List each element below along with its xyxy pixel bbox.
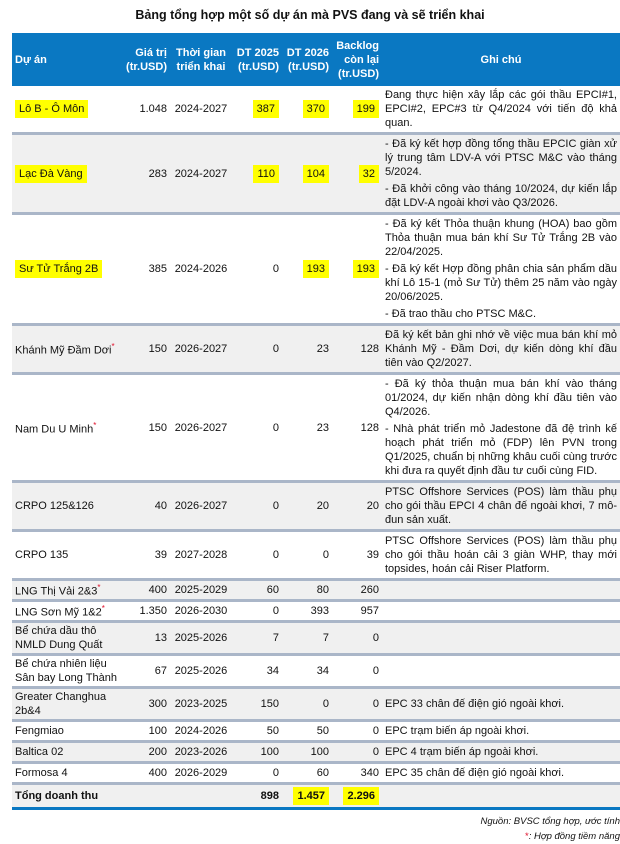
cell-dt2025 [232,86,282,134]
total-backlog [332,784,382,809]
table-row [12,601,620,622]
cell-dt2025-text: 50 [266,725,279,737]
cell-time [170,214,232,325]
cell-dt2025 [232,655,282,688]
cell-dt2025-text: 7 [272,632,279,644]
header-time: Thời gian triển khai [170,33,232,86]
cell-project-text: Baltica 02 [15,746,64,758]
total-row [12,784,620,809]
cell-value [122,134,170,214]
cell-note [382,688,620,721]
cell-dt2026 [282,134,332,214]
cell-value [122,325,170,374]
cell-backlog [332,580,382,601]
cell-time [170,325,232,374]
cell-dt2025 [232,374,282,482]
cell-dt2026 [282,622,332,655]
cell-dt2026-text: 393 [310,605,329,617]
cell-dt2025 [232,580,282,601]
cell-dt2026 [282,742,332,763]
header-project: Dự án [12,33,122,86]
cell-dt2025-text: 0 [272,421,279,434]
cell-value-text: 13 [154,632,167,644]
cell-note [382,374,620,482]
cell-time-text: 2023-2025 [174,698,228,710]
cell-time-text: 2024-2026 [174,725,228,737]
cell-value-text: 1.048 [139,103,167,115]
cell-project-text: CRPO 125&126 [15,500,94,512]
cell-value [122,655,170,688]
cell-note [382,531,620,580]
cell-time-text: 2026-2030 [174,605,228,617]
cell-project [12,214,122,325]
cell-dt2026 [282,86,332,134]
cell-value [122,601,170,622]
cell-backlog-text: 128 [360,343,379,355]
cell-dt2025-text: 0 [272,500,279,512]
cell-dt2026 [282,580,332,601]
total-dt2025 [232,784,282,809]
potential-contract-marker: * [101,604,105,614]
cell-dt2026-text: 80 [316,584,329,596]
table-row [12,688,620,721]
cell-dt2025-text: 34 [266,665,279,677]
cell-backlog-text: 0 [372,746,379,758]
cell-value-text: 400 [148,767,167,779]
note-paragraph: - Đã ký kết Hợp đồng phân chia sản phẩm dầu khí Lô 15-1 (mỏ Sư Tử) thêm 25 năm vào ngày 20/06/2025. [385,263,617,303]
cell-dt2025 [232,742,282,763]
cell-dt2025 [232,325,282,374]
cell-value-text: 1.350 [139,605,167,617]
cell-backlog-text: 0 [372,632,379,644]
cell-backlog-text: 0 [372,665,379,677]
cell-dt2026-text: 7 [322,632,329,644]
cell-dt2025-text: 110 [253,165,279,183]
cell-time [170,482,232,531]
header-note: Ghi chú [382,33,620,86]
table-row [12,134,620,214]
cell-project [12,325,122,374]
cell-value-text: 39 [154,549,167,561]
cell-project-text: Nam Du U Minh [15,423,94,436]
cell-time-text: 2025-2029 [174,584,228,596]
cell-time [170,134,232,214]
total-label [12,784,122,809]
table-row [12,482,620,531]
cell-time [170,580,232,601]
cell-dt2026-text: 23 [316,421,329,434]
cell-project [12,622,122,655]
cell-project-text: Khánh Mỹ Đầm Dơi [15,344,112,357]
cell-project-text: LNG Thị Vải 2&3 [15,585,98,598]
total-label-text: Tổng doanh thu [15,790,99,802]
cell-backlog [332,134,382,214]
table-row [12,763,620,784]
cell-time [170,531,232,580]
cell-project-text: Lạc Đà Vàng [15,165,87,183]
cell-backlog-text: 340 [360,767,379,779]
cell-backlog [332,721,382,742]
cell-backlog [332,325,382,374]
cell-time-text: 2026-2029 [174,767,228,779]
cell-time [170,374,232,482]
cell-dt2026 [282,763,332,784]
total-dt2025-text: 898 [260,790,279,802]
cell-backlog [332,374,382,482]
cell-value-text: 300 [148,698,167,710]
table-row [12,655,620,688]
cell-project-text: Sư Tử Trắng 2B [15,260,102,278]
cell-dt2026-text: 34 [316,665,329,677]
cell-value [122,580,170,601]
header-dt2025: DT 2025 (tr.USD) [232,33,282,86]
cell-time-text: 2027-2028 [174,549,228,561]
cell-dt2026-text: 50 [316,725,329,737]
cell-dt2025 [232,134,282,214]
cell-backlog [332,688,382,721]
cell-project-text: Fengmiao [15,725,64,737]
cell-value-text: 200 [148,746,167,758]
cell-note [382,721,620,742]
note-paragraph: - Đã ký kết Thỏa thuận khung (HOA) bao gồm Thỏa thuận mua bán khí Sư Tử Trắng 2B vào 22/04/2025. [385,218,617,258]
cell-dt2025-text: 387 [253,100,279,118]
table-row [12,214,620,325]
cell-value [122,374,170,482]
cell-dt2026-text: 20 [316,500,329,512]
cell-time [170,688,232,721]
cell-value [122,214,170,325]
cell-project-text: CRPO 135 [15,549,69,561]
cell-time [170,742,232,763]
note-paragraph: Đã ký kết bản ghi nhớ về việc mua bán khí mỏ Khánh Mỹ - Đầm Dơi, dự kiến dòng khí đầu tiên vào Q2/2027. [385,329,617,369]
cell-note [382,742,620,763]
cell-note [382,580,620,601]
table-row [12,374,620,482]
total-time [170,784,232,809]
cell-backlog [332,763,382,784]
source-note: Nguồn: BVSC tổng hợp, ước tính [480,816,620,827]
cell-value [122,763,170,784]
cell-backlog-text: 0 [372,725,379,737]
cell-backlog-text: 39 [366,549,379,561]
note-paragraph: - Đã ký kết hợp đồng tổng thầu EPCIC giàn xử lý trung tâm LDV-A với PTSC M&C vào tháng 5/2024. [385,138,617,178]
cell-dt2026-text: 104 [303,165,329,183]
cell-backlog [332,531,382,580]
cell-project-text: Lô B - Ô Môn [15,100,88,118]
cell-value [122,721,170,742]
cell-value-text: 67 [154,665,167,677]
cell-time [170,601,232,622]
cell-project [12,763,122,784]
table-row [12,325,620,374]
cell-note [382,134,620,214]
cell-backlog-text: 128 [360,421,379,434]
cell-value [122,86,170,134]
cell-project [12,86,122,134]
cell-value-text: 150 [148,421,167,434]
cell-time [170,655,232,688]
note-paragraph: - Đã trao thầu cho PTSC M&C. [385,308,536,320]
cell-value-text: 100 [148,725,167,737]
cell-backlog-text: 193 [353,260,379,278]
cell-project [12,134,122,214]
cell-project-text: Formosa 4 [15,767,68,779]
cell-value-text: 385 [148,263,167,275]
cell-value-text: 283 [148,167,167,180]
cell-dt2025 [232,622,282,655]
projects-table [12,33,620,810]
cell-value-text: 40 [154,500,167,512]
cell-dt2025 [232,721,282,742]
cell-backlog [332,622,382,655]
cell-project-text: Greater Changhua 2b&4 [15,691,107,717]
cell-backlog [332,482,382,531]
cell-backlog-text: 0 [372,698,379,710]
cell-dt2026-text: 60 [316,767,329,779]
cell-dt2026 [282,374,332,482]
cell-note [382,601,620,622]
cell-note [382,763,620,784]
cell-value [122,531,170,580]
star-symbol: * [524,831,529,842]
note-paragraph: EPC trạm biến áp ngoài khơi. [385,725,530,737]
cell-project [12,655,122,688]
cell-dt2025-text: 150 [260,698,279,710]
note-paragraph: - Đã ký thỏa thuận mua bán khí vào tháng 01/2024, dự kiến nhận dòng khí đầu tiên vào Q4/2026. [385,378,617,418]
cell-dt2025-text: 0 [272,343,279,355]
cell-dt2026 [282,655,332,688]
cell-note [382,325,620,374]
cell-value-text: 150 [148,343,167,355]
cell-time [170,763,232,784]
cell-dt2026 [282,482,332,531]
cell-note [382,622,620,655]
cell-note [382,86,620,134]
cell-project-text: Bể chứa nhiên liệu Sân bay Long Thành [15,658,117,684]
cell-backlog [332,742,382,763]
cell-dt2026 [282,325,332,374]
cell-project [12,601,122,622]
cell-dt2025 [232,531,282,580]
cell-time-text: 2026-2027 [174,500,228,512]
note-paragraph: PTSC Offshore Services (POS) làm thầu phụ cho gói thầu hoán cải 3 giàn WHP, thay mới topsides, hoán cải Riser Platform. [385,535,617,575]
cell-backlog [332,86,382,134]
header-value: Giá trị (tr.USD) [122,33,170,86]
total-value [122,784,170,809]
table-row [12,622,620,655]
cell-project [12,374,122,482]
cell-dt2026 [282,601,332,622]
cell-value [122,622,170,655]
header-backlog: Backlog còn lại (tr.USD) [332,33,382,86]
cell-backlog [332,214,382,325]
note-paragraph: - Nhà phát triển mỏ Jadestone đã đệ trình kế hoạch phát triển mỏ (FDP) lên PVN trong Q1/2025, chuẩn bị những khâu cuối cùng trước khi đưa ra quyết định đầu tư cuối cùng FID. [385,423,617,477]
cell-dt2025 [232,482,282,531]
cell-dt2026-text: 370 [303,100,329,118]
cell-value [122,688,170,721]
note-paragraph: EPC 35 chân đế điện gió ngoài khơi. [385,767,565,779]
note-paragraph: - Đã khởi công vào tháng 10/2024, dự kiến lắp đặt LDV-A ngoài khơi vào Q3/2026. [385,183,617,209]
table-title: Bảng tổng hợp một số dự án mà PVS đang và sẽ triển khai [135,8,485,22]
cell-dt2025 [232,601,282,622]
table-row [12,721,620,742]
total-dt2026 [282,784,332,809]
cell-dt2025 [232,688,282,721]
cell-project-text: LNG Sơn Mỹ 1&2 [15,606,102,619]
cell-time-text: 2025-2026 [174,665,228,677]
cell-backlog [332,601,382,622]
total-backlog-text: 2.296 [343,787,379,805]
cell-dt2026 [282,214,332,325]
cell-dt2026-text: 0 [322,549,329,561]
potential-contract-marker: * [93,420,97,430]
cell-time [170,622,232,655]
cell-time-text: 2024-2027 [174,103,228,115]
cell-project [12,721,122,742]
total-note [382,784,620,809]
cell-dt2025-text: 0 [272,605,279,617]
header-row [12,33,620,86]
cell-backlog-text: 20 [366,500,379,512]
cell-dt2026 [282,531,332,580]
note-paragraph: EPC 33 chân đế điện gió ngoài khơi. [385,698,565,710]
cell-dt2026 [282,721,332,742]
cell-project [12,688,122,721]
cell-dt2025-text: 0 [272,767,279,779]
cell-note [382,655,620,688]
cell-time [170,86,232,134]
potential-note: *: Hợp đồng tiềm năng [524,831,620,842]
cell-time-text: 2024-2027 [174,167,228,180]
cell-backlog-text: 260 [360,584,379,596]
cell-value [122,742,170,763]
cell-note [382,482,620,531]
cell-dt2025-text: 0 [272,549,279,561]
cell-project [12,531,122,580]
table-footer [12,810,620,844]
potential-contract-marker: * [111,342,115,352]
table-row [12,531,620,580]
cell-project-text: Bể chứa dầu thô NMLD Dung Quất [15,625,103,651]
cell-time [170,721,232,742]
cell-time-text: 2026-2027 [174,343,228,355]
cell-time-text: 2026-2027 [174,421,228,434]
cell-note [382,214,620,325]
cell-value [122,482,170,531]
cell-dt2026 [282,688,332,721]
cell-dt2025 [232,214,282,325]
cell-dt2025-text: 100 [260,746,279,758]
table-row [12,580,620,601]
header-dt2026: DT 2026 (tr.USD) [282,33,332,86]
cell-project [12,742,122,763]
total-dt2026-text: 1.457 [293,787,329,805]
cell-dt2026-text: 100 [310,746,329,758]
cell-backlog-text: 32 [359,165,379,183]
table-row [12,86,620,134]
note-paragraph: Đang thực hiện xây lắp các gói thầu EPCI#1, EPCI#2, EPC#3 từ Q4/2024 với tiến độ khả quan. [385,89,617,129]
potential-contract-marker: * [97,583,101,593]
cell-dt2025-text: 0 [272,263,279,275]
cell-backlog [332,655,382,688]
cell-project [12,580,122,601]
cell-time-text: 2023-2026 [174,746,228,758]
cell-dt2026-text: 0 [322,698,329,710]
note-paragraph: EPC 4 trạm biến áp ngoài khơi. [385,746,539,758]
cell-dt2025-text: 60 [266,584,279,596]
cell-dt2025 [232,763,282,784]
table-row [12,742,620,763]
cell-dt2026-text: 23 [316,343,329,355]
cell-backlog-text: 199 [353,100,379,118]
cell-time-text: 2025-2026 [174,632,228,644]
cell-backlog-text: 957 [360,605,379,617]
cell-value-text: 400 [148,584,167,596]
cell-time-text: 2024-2026 [174,263,228,275]
note-paragraph: PTSC Offshore Services (POS) làm thầu phụ cho gói thầu EPCI 4 chân đế ngoài khơi, 7 mô-đun sản xuất. [385,486,617,526]
cell-dt2026-text: 193 [303,260,329,278]
cell-project [12,482,122,531]
